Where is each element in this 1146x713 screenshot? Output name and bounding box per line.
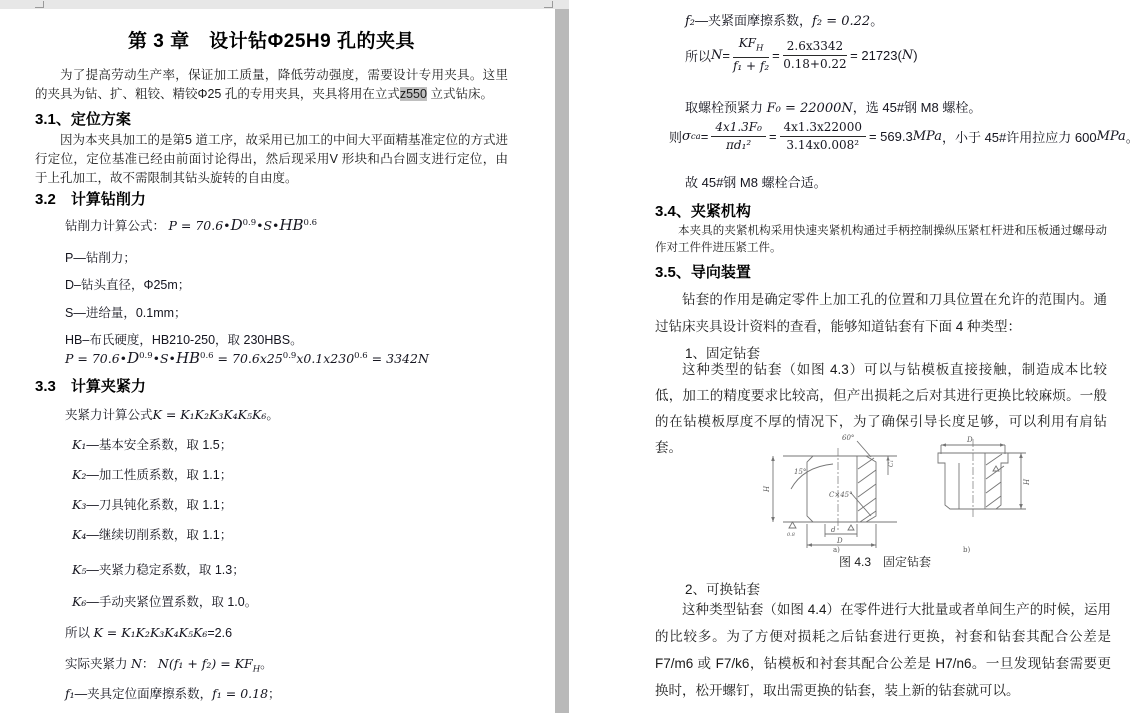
- def-p: P—钻削力；: [65, 251, 136, 265]
- formula-bolt-preload: 取螺栓预紧力 F₀ = 22000N，选 45#钢 M8 螺栓。: [685, 100, 982, 116]
- margin-corner-mark: [35, 1, 44, 8]
- k-item: K₅—夹紧力稳定系数，取 1.3；: [72, 562, 245, 577]
- formula-drilling-force: 钻削力计算公式： $P = 70.6•D^{0.9}•S•HB^{0.6}$: [65, 216, 318, 234]
- right-page: [569, 0, 1146, 713]
- margin-corner-mark: [544, 1, 553, 8]
- def-d: D–钻头直径，Φ25m；: [65, 278, 191, 292]
- dim-label-d: d: [831, 526, 836, 534]
- heading-3-4: 3.4、夹紧机构: [655, 203, 751, 220]
- dim-label-15deg: 15°: [794, 468, 807, 476]
- figure-sublabel-a: a): [833, 546, 840, 553]
- formula-actual-clamp: 实际夹紧力 N： $N(f_1 + f_2) = KF_H$。: [65, 656, 273, 675]
- dim-label-H: H: [763, 485, 771, 492]
- paragraph-fixed-bushing: 这种类型的钻套（如图 4.3）可以与钻模板直接接触，制造成本比较低，加工的精度要求比较高，但产出损耗之后对其进行更换比较麻烦。一般的在钻模板厚度不厚的情况下，为了确保引导长度足够，可以利用有肩钻套。: [655, 362, 1107, 455]
- paragraph-intro: 为了提高劳动生产率，保证加工质量，降低劳动强度，需要设计专用夹具。这里的夹具为钻、扩、粗铰、精铰Φ25 孔的专用夹具，夹具将用在立式z550 立式钻床。: [35, 68, 508, 101]
- dim-label-60deg: 60°: [842, 434, 855, 442]
- subitem-fixed-bushing: 1、固定钻套: [685, 346, 761, 361]
- paragraph-3-1: 因为本夹具加工的是第5 道工序，故采用已加工的中间大平面精基准定位的方式进行定位，定位基准已经由前面讨论得出，然后现采用V 形块和凸台圆支进行定位，由于上孔加工，故不需限制其钻头旋转的自由度。: [35, 133, 508, 185]
- dim-label-c45: C×45°: [829, 491, 853, 499]
- k-item: K₂—加工性质系数，取 1.1；: [72, 467, 233, 482]
- figure-4-3-caption: 图 4.3 固定钻套: [838, 555, 932, 569]
- formula-clamp-k: 夹紧力计算公式K = K₁K₂K₃K₄K₅K₆。: [65, 407, 279, 422]
- def-f2: f₂—夹紧面摩擦系数，f₂ = 0.22。: [685, 13, 884, 29]
- dim-label-c1: C₁: [888, 460, 895, 467]
- bolt-ok-line: 故 45#钢 M8 螺栓合适。: [685, 175, 827, 190]
- formula-n-result: 所以 N = $\frac{KF_H}{\text{f₁ + f₂}}$ = $\frac{2.6x3342}{0.18+0.22}$ = 21723( N ): [685, 36, 918, 74]
- figure-4-3-image: [745, 431, 1075, 553]
- dim-label-Hb: H: [1023, 478, 1031, 485]
- formula-k-result: 所以 K = K₁K₂K₃K₄K₅K₆=2.6: [65, 625, 233, 640]
- page-divider: [555, 9, 569, 713]
- paragraph-3-5: 钻套的作用是确定零件上加工孔的位置和刀具位置在允许的范围内。通过钻床夹具设计资料的查看，能够知道钻套有下面 4 种类型：: [655, 292, 1107, 334]
- dim-label-Db: D: [967, 436, 973, 444]
- k-item: K₆—手动夹紧位置系数，取 1.0。: [72, 594, 258, 609]
- highlighted-text: z550: [399, 87, 427, 101]
- k-item: K₄—继续切削系数，取 1.1；: [72, 527, 233, 542]
- def-f1: f₁—夹具定位面摩擦系数，f₁ = 0.18；: [65, 686, 281, 701]
- fraction: $\frac{\text{4x1.3F₀}}{\text{πd₁²}}$: [711, 120, 766, 153]
- fraction: $\frac{KF_H}{\text{f₁ + f₂}}$: [732, 36, 770, 74]
- heading-3-5: 3.5、导向装置: [655, 264, 751, 281]
- heading-3-2: 3.2 计算钻削力: [35, 191, 146, 208]
- figure-4-3-drawing: [745, 431, 1075, 553]
- subitem-replaceable-bushing: 2、可换钻套: [685, 582, 761, 597]
- heading-3-1: 3.1、定位方案: [35, 111, 131, 128]
- fraction: $\frac{2.6x3342}{0.18+0.22}$: [783, 38, 847, 71]
- fraction: $\frac{4x1.3x22000}{\text{3.14x0.008²}}$: [780, 120, 866, 153]
- def-hb: HB–布氏硬度，HB210-250，取 230HBS。: [65, 333, 303, 347]
- paragraph-3-4: 本夹具的夹紧机构采用快速夹紧机构通过手柄控制操纵压紧杠杆进和压板通过螺母动作对工件件进压紧工件。: [655, 225, 1107, 254]
- formula-drilling-force-result: $P = 70.6•D^{0.9}•S•HB^{0.6} = 70.6x25^{0.9}x0.1x230^{0.6} = 3342N$: [65, 349, 429, 367]
- def-s: S—进给量，0.1mm；: [65, 306, 187, 320]
- paragraph-replaceable-bushing: 这种类型钻套（如图 4.4）在零件进行大批量或者单间生产的时候，运用的比较多。为了方便对损耗之后钻套进行更换，衬套和钻套其配合公差是 F7/m6 或 F7/k6，钻模板和衬套其配合公差是 H7/n6。一旦发现钻套需要更换时，松开螺钉，取出需更换的钻套，装上新的钻套就可以。: [655, 602, 1111, 698]
- chapter-title: 第 3 章 设计钻Φ25H9 孔的夹具: [128, 31, 415, 52]
- heading-3-3: 3.3 计算夹紧力: [35, 378, 146, 395]
- roughness-label: 0.8: [787, 532, 795, 538]
- k-item: K₃—刀具钝化系数，取 1.1；: [72, 497, 233, 512]
- k-item: K₁—基本安全系数，取 1.5；: [72, 437, 233, 452]
- left-page: [0, 9, 555, 713]
- figure-sublabel-b: b): [963, 546, 971, 553]
- formula-sigma: 则 σ ca = $\frac{\text{4x1.3F₀}}{\text{πd₁²}}$ = $\frac{4x1.3x22000}{\text{3.14x0.008²}}$ = 569.3 MPa ，小于 45#许用拉应力 600 MPa 。: [669, 120, 1139, 152]
- dim-label-D: D: [837, 537, 843, 545]
